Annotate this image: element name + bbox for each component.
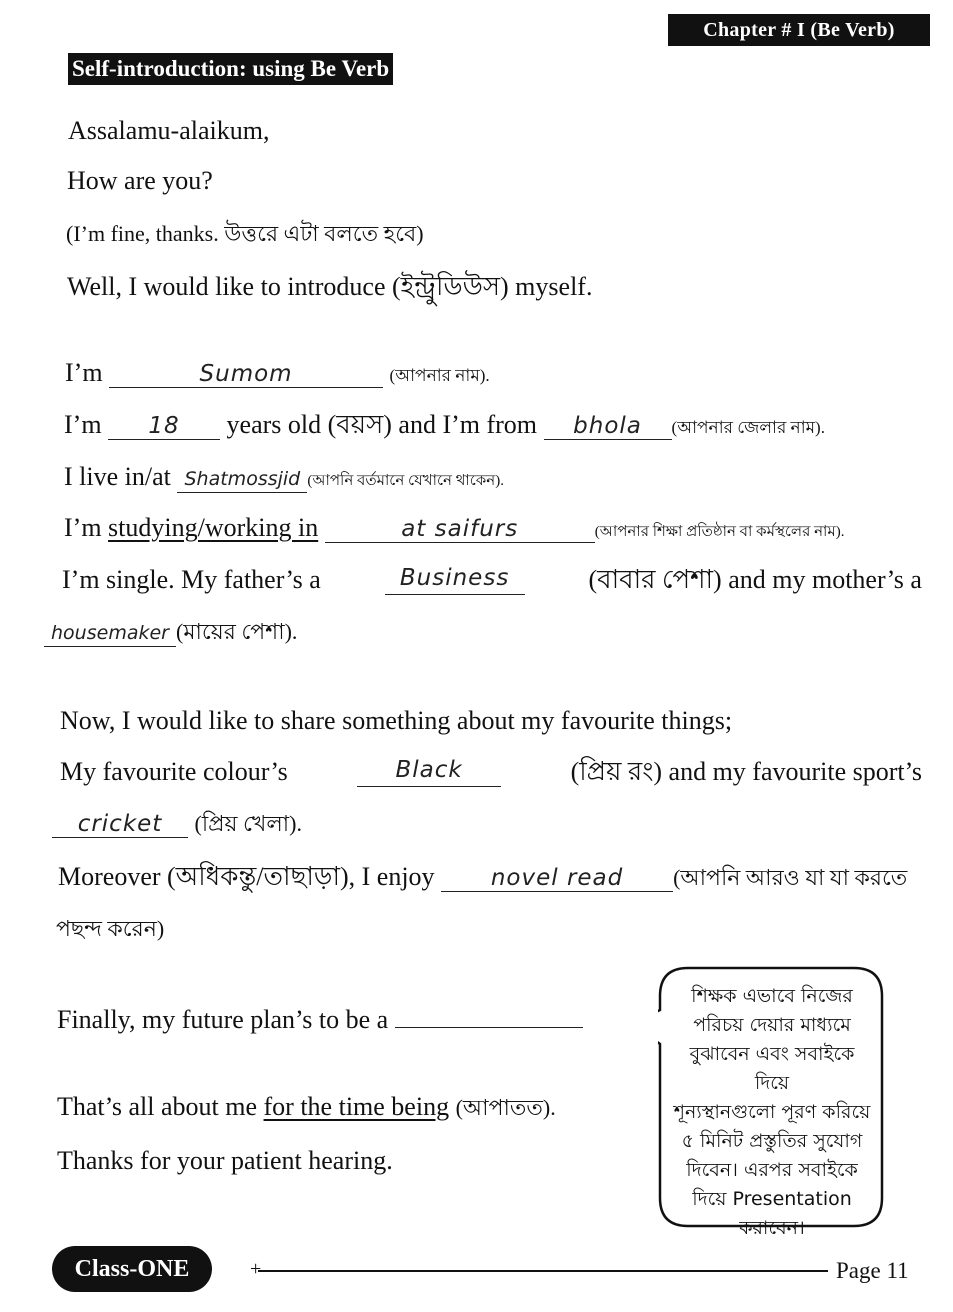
footer-rule-cap: + [250,1258,262,1280]
study-blank[interactable]: at saifurs [325,516,595,543]
study-prefix: I’m [64,513,102,542]
reply-note: (I’m fine, thanks. উত্তরে এটা বলতে হবে) [66,221,424,246]
family-mid: (বাবার পেশা) and my mother’s a [588,565,922,594]
favourites-intro-text [60,706,922,736]
introduce-line: Well, I would like to introduce (ইন্ট্রুডিউস) myself. [67,272,593,301]
age-line [64,410,825,443]
name-hint: (আপনার নাম). [389,366,490,385]
age-mid: years old (বয়স) and I’m from [226,410,538,439]
name-prefix: I’m [65,358,103,387]
age-prefix: I’m [64,410,102,439]
mother-line [44,616,297,647]
district-blank[interactable]: bhola [544,413,672,440]
about-suffix: (আপাতত). [455,1095,556,1120]
about-underlined: for the time being [263,1092,450,1121]
footer-rule [258,1270,828,1272]
enjoy-prefix: Moreover (অধিকন্তু/তাছাড়া), I enjoy [58,862,435,891]
future-plan-text: Finally, my future plan’s to be a [57,1005,389,1034]
name-blank[interactable]: Sumom [109,361,383,388]
study-hint: (আপনার শিক্ষা প্রতিষ্ঠান বা কর্মস্থলের নাম). [594,524,845,540]
teacher-note-bubble [658,966,884,1239]
study-underlined: studying/working in [108,513,319,542]
note-line: করাবেন। [739,1217,805,1239]
live-hint: (আপনি বর্তমানে যেখানে থাকেন). [307,473,504,489]
future-plan-line [57,1005,583,1035]
note-line: শূন্যস্থানগুলো পূরণ করিয়ে [673,1101,871,1123]
live-prefix: I live in/at [64,462,171,491]
family-prefix: I’m single. My father’s a [62,565,321,594]
age-blank[interactable]: 18 [108,413,220,440]
chapter-tag: Chapter # I (Be Verb) [668,14,930,46]
note-line: শিক্ষক এভাবে নিজের [691,985,853,1007]
question: How are you? [67,166,213,195]
about-line [57,1092,556,1123]
page-number: Page 11 [836,1258,909,1283]
thanks-line: Thanks for your patient hearing. [57,1146,393,1175]
colour-line [60,757,922,787]
live-blank[interactable]: Shatmossjid [177,466,307,493]
name-line [65,358,490,391]
sport-hint: (প্রিয় খেলা). [194,811,302,836]
note-line: বুঝাবেন এবং সবাইকে দিয়ে [689,1043,855,1094]
teacher-note-text [672,982,872,1243]
sport-line [52,808,302,839]
note-line: ৫ মিনিট প্রস্তুতির সুযোগ [681,1130,863,1152]
note-line: দিবেন। এরপর সবাইকে [686,1159,858,1181]
enjoy-blank[interactable]: novel read [441,865,673,892]
section-title: Self-introduction: using Be Verb [68,53,393,85]
mother-blank[interactable]: housemaker [44,620,176,647]
future-plan-blank[interactable] [395,1027,583,1028]
note-line: দিয়ে Presentation [692,1188,852,1210]
family-line [62,565,922,595]
father-blank[interactable]: Business [385,565,525,595]
live-line [64,462,504,496]
mother-hint: (মায়ের পেশা). [176,619,298,644]
district-hint: (আপনার জেলার নাম). [671,418,825,437]
about-prefix: That’s all about me [57,1092,258,1121]
class-label: Class-ONE [52,1246,212,1292]
favourites-line1: Now, I would like to share something about my favourite things; [60,706,733,735]
greeting: Assalamu-alaikum, [68,116,270,145]
colour-prefix: My favourite colour’s [60,757,288,786]
sport-blank[interactable]: cricket [52,811,188,838]
study-line [64,513,844,547]
colour-mid: (প্রিয় রং) and my favourite sport’s [570,757,922,786]
note-line: পরিচয় দেয়ার মাধ্যমে [693,1014,851,1036]
favourites-intro [60,706,922,736]
enjoy-hint: (আপনি আরও যা যা করতে [673,865,908,890]
colour-blank[interactable]: Black [357,757,501,787]
enjoy-hint-2: পছন্দ করেন) [56,916,165,941]
enjoy-line [58,862,907,893]
